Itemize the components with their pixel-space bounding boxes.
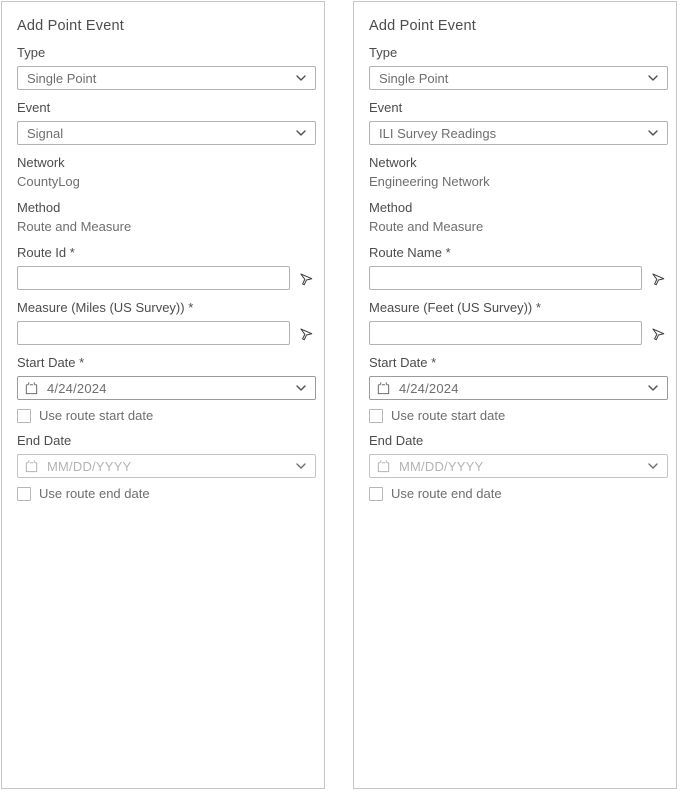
map-picker-arrow-icon bbox=[651, 271, 666, 286]
measure-field-label: Measure (Miles (US Survey)) * bbox=[17, 300, 194, 315]
start-date-label: Start Date * bbox=[369, 355, 437, 370]
network-label: Network bbox=[17, 155, 65, 170]
end-date-label: End Date bbox=[369, 433, 424, 448]
measure-picker-button[interactable] bbox=[648, 323, 668, 343]
event-select-value: Signal bbox=[27, 125, 64, 141]
event-select[interactable] bbox=[17, 121, 316, 145]
network-value: Engineering Network bbox=[369, 174, 490, 189]
map-picker-arrow-icon bbox=[299, 326, 314, 341]
chevron-down-icon bbox=[296, 385, 306, 391]
type-label: Type bbox=[17, 45, 46, 60]
use-route-start-row bbox=[369, 408, 668, 423]
calendar-icon bbox=[376, 459, 391, 474]
add-point-event-panel-left bbox=[1, 1, 325, 789]
chevron-down-icon bbox=[648, 130, 658, 136]
type-select[interactable] bbox=[17, 66, 316, 90]
start-date-label: Start Date * bbox=[17, 355, 85, 370]
calendar-icon bbox=[376, 381, 391, 396]
chevron-down-icon bbox=[296, 75, 306, 81]
route-input-row bbox=[17, 266, 316, 290]
map-picker-arrow-icon bbox=[299, 271, 314, 286]
use-route-end-checkbox[interactable] bbox=[17, 487, 31, 501]
add-point-event-panels bbox=[1, 1, 677, 789]
measure-field-label: Measure (Feet (US Survey)) * bbox=[369, 300, 541, 315]
use-route-end-label: Use route end date bbox=[39, 486, 150, 501]
type-label: Type bbox=[369, 45, 398, 60]
use-route-start-row bbox=[17, 408, 316, 423]
type-select[interactable] bbox=[369, 66, 668, 90]
use-route-start-checkbox[interactable] bbox=[17, 409, 31, 423]
measure-input-row bbox=[369, 321, 668, 345]
event-label: Event bbox=[17, 100, 51, 115]
event-select-value: ILI Survey Readings bbox=[379, 125, 497, 141]
route-picker-button[interactable] bbox=[648, 268, 668, 288]
chevron-down-icon bbox=[296, 463, 306, 469]
type-select-value: Single Point bbox=[379, 70, 449, 86]
use-route-end-row bbox=[369, 486, 668, 501]
method-value: Route and Measure bbox=[17, 219, 132, 234]
measure-input[interactable] bbox=[369, 321, 642, 345]
add-point-event-panel-right bbox=[353, 1, 677, 789]
network-value: CountyLog bbox=[17, 174, 80, 189]
type-select-value: Single Point bbox=[27, 70, 97, 86]
panel-title: Add Point Event bbox=[17, 18, 124, 34]
panel-title: Add Point Event bbox=[369, 18, 476, 34]
start-date-select[interactable] bbox=[369, 376, 668, 400]
measure-picker-button[interactable] bbox=[296, 323, 316, 343]
route-field-label: Route Name * bbox=[369, 245, 451, 260]
chevron-down-icon bbox=[296, 130, 306, 136]
use-route-end-checkbox[interactable] bbox=[369, 487, 383, 501]
calendar-icon bbox=[24, 381, 39, 396]
route-field-label: Route Id * bbox=[17, 245, 75, 260]
network-label: Network bbox=[369, 155, 417, 170]
chevron-down-icon bbox=[648, 463, 658, 469]
start-date-select[interactable] bbox=[17, 376, 316, 400]
end-date-label: End Date bbox=[17, 433, 72, 448]
start-date-value: 4/24/2024 bbox=[399, 380, 459, 396]
event-select[interactable] bbox=[369, 121, 668, 145]
use-route-end-row bbox=[17, 486, 316, 501]
route-picker-button[interactable] bbox=[296, 268, 316, 288]
method-label: Method bbox=[369, 200, 413, 215]
use-route-end-label: Use route end date bbox=[391, 486, 502, 501]
chevron-down-icon bbox=[648, 385, 658, 391]
end-date-placeholder: MM/DD/YYYY bbox=[399, 458, 484, 474]
use-route-start-label: Use route start date bbox=[391, 408, 506, 423]
start-date-value: 4/24/2024 bbox=[47, 380, 107, 396]
route-input-row bbox=[369, 266, 668, 290]
route-input[interactable] bbox=[17, 266, 290, 290]
method-label: Method bbox=[17, 200, 61, 215]
event-label: Event bbox=[369, 100, 403, 115]
use-route-start-label: Use route start date bbox=[39, 408, 154, 423]
end-date-placeholder: MM/DD/YYYY bbox=[47, 458, 132, 474]
chevron-down-icon bbox=[648, 75, 658, 81]
end-date-select[interactable] bbox=[369, 454, 668, 478]
use-route-start-checkbox[interactable] bbox=[369, 409, 383, 423]
measure-input-row bbox=[17, 321, 316, 345]
calendar-icon bbox=[24, 459, 39, 474]
map-picker-arrow-icon bbox=[651, 326, 666, 341]
end-date-select[interactable] bbox=[17, 454, 316, 478]
measure-input[interactable] bbox=[17, 321, 290, 345]
method-value: Route and Measure bbox=[369, 219, 484, 234]
route-input[interactable] bbox=[369, 266, 642, 290]
